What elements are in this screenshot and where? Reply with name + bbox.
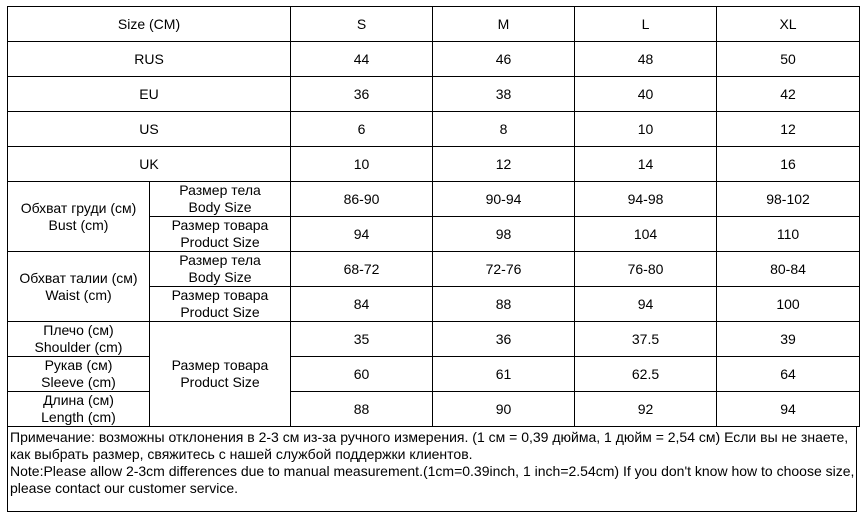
table-cell: 50 xyxy=(717,42,860,77)
table-cell: 40 xyxy=(575,77,717,112)
size-chart xyxy=(7,6,859,512)
shoulder-label xyxy=(8,322,150,357)
size-s-header: S xyxy=(291,7,433,42)
table-cell: 16 xyxy=(717,147,860,182)
sleeve-label-en: Sleeve (cm) xyxy=(41,374,116,390)
waist-product-size-label xyxy=(150,287,291,322)
table-cell: 90-94 xyxy=(433,182,575,217)
header-label: Size (CM) xyxy=(8,7,291,42)
row-label-uk: UK xyxy=(8,147,291,182)
size-xl-header: XL xyxy=(717,7,860,42)
table-cell: 39 xyxy=(717,322,860,357)
header-row xyxy=(8,7,860,42)
length-label-en: Length (cm) xyxy=(41,409,116,425)
table-cell: 38 xyxy=(433,77,575,112)
table-cell: 6 xyxy=(291,112,433,147)
product-size-group-label xyxy=(150,322,291,427)
bust-body-size-label xyxy=(150,182,291,217)
row-label-rus: RUS xyxy=(8,42,291,77)
note-ru-line-2: как выбрать размер, свяжитесь с нашей службой поддержки клиентов. xyxy=(10,446,473,462)
table-cell: 48 xyxy=(575,42,717,77)
table-cell: 104 xyxy=(575,217,717,252)
table-row xyxy=(8,182,860,217)
table-cell: 98-102 xyxy=(717,182,860,217)
table-row xyxy=(8,252,860,287)
table-row xyxy=(8,77,860,112)
shoulder-label-ru: Плечо (см) xyxy=(43,322,114,338)
table-cell: 110 xyxy=(717,217,860,252)
bust-product-size-label xyxy=(150,217,291,252)
note-ru-line-1: Примечание: возможны отклонения в 2-3 см из-за ручного измерения. (1 см = 0,39 дюйма, 1 дюйм = 2,54 см) Если вы не знаете, xyxy=(10,429,849,445)
size-m-header: M xyxy=(433,7,575,42)
sub-label-ru: Размер товара xyxy=(171,287,269,303)
table-cell: 8 xyxy=(433,112,575,147)
table-cell: 12 xyxy=(433,147,575,182)
table-row xyxy=(8,357,860,392)
table-row xyxy=(8,147,860,182)
table-cell: 37.5 xyxy=(575,322,717,357)
row-label-eu: EU xyxy=(8,77,291,112)
shoulder-label-en: Shoulder (cm) xyxy=(34,339,123,355)
note-en-line-2: please contact our customer service. xyxy=(10,480,238,496)
measurement-note xyxy=(7,427,857,512)
table-cell: 88 xyxy=(291,392,433,427)
length-label xyxy=(8,392,150,427)
sub-label-en: Body Size xyxy=(188,269,252,285)
sleeve-label-ru: Рукав (см) xyxy=(44,357,113,373)
table-cell: 94 xyxy=(291,217,433,252)
table-cell: 10 xyxy=(575,112,717,147)
table-cell: 36 xyxy=(433,322,575,357)
table-cell: 10 xyxy=(291,147,433,182)
table-cell: 36 xyxy=(291,77,433,112)
table-cell: 46 xyxy=(433,42,575,77)
length-label-ru: Длина (см) xyxy=(43,392,114,408)
table-cell: 62.5 xyxy=(575,357,717,392)
note-en-line-1: Note:Please allow 2-3cm differences due to manual measurement.(1cm=0.39inch, 1 inch=2.54cm) If you don't know how to choose size, xyxy=(10,463,855,479)
table-cell: 61 xyxy=(433,357,575,392)
size-l-header: L xyxy=(575,7,717,42)
table-cell: 76-80 xyxy=(575,252,717,287)
waist-label-ru: Обхват талии (см) xyxy=(19,269,138,286)
table-cell: 94 xyxy=(717,392,860,427)
table-cell: 42 xyxy=(717,77,860,112)
row-label-us: US xyxy=(8,112,291,147)
table-cell: 80-84 xyxy=(717,252,860,287)
sub-label-en: Product Size xyxy=(180,234,260,250)
size-table xyxy=(7,6,860,427)
table-cell: 14 xyxy=(575,147,717,182)
table-cell: 84 xyxy=(291,287,433,322)
table-cell: 68-72 xyxy=(291,252,433,287)
table-cell: 72-76 xyxy=(433,252,575,287)
waist-label xyxy=(8,252,150,322)
table-cell: 64 xyxy=(717,357,860,392)
table-row xyxy=(8,42,860,77)
table-cell: 35 xyxy=(291,322,433,357)
table-cell: 44 xyxy=(291,42,433,77)
table-cell: 86-90 xyxy=(291,182,433,217)
sub-label-en: Product Size xyxy=(180,304,260,320)
sub-label-ru: Размер тела xyxy=(179,252,261,268)
sub-label-ru: Размер товара xyxy=(171,357,269,373)
table-cell: 98 xyxy=(433,217,575,252)
sub-label-ru: Размер тела xyxy=(179,182,261,198)
sleeve-label xyxy=(8,357,150,392)
sub-label-ru: Размер товара xyxy=(171,217,269,233)
table-row xyxy=(8,112,860,147)
table-cell: 88 xyxy=(433,287,575,322)
waist-label-en: Waist (cm) xyxy=(45,286,112,303)
table-cell: 94-98 xyxy=(575,182,717,217)
table-cell: 100 xyxy=(717,287,860,322)
table-cell: 12 xyxy=(717,112,860,147)
waist-body-size-label xyxy=(150,252,291,287)
table-cell: 94 xyxy=(575,287,717,322)
table-cell: 90 xyxy=(433,392,575,427)
bust-label-en: Bust (cm) xyxy=(48,216,109,233)
table-cell: 92 xyxy=(575,392,717,427)
sub-label-en: Body Size xyxy=(188,199,252,215)
table-cell: 60 xyxy=(291,357,433,392)
bust-label-ru: Обхват груди (см) xyxy=(20,199,137,216)
sub-label-en: Product Size xyxy=(180,374,260,390)
bust-label xyxy=(8,182,150,252)
table-row xyxy=(8,322,860,357)
table-row xyxy=(8,392,860,427)
